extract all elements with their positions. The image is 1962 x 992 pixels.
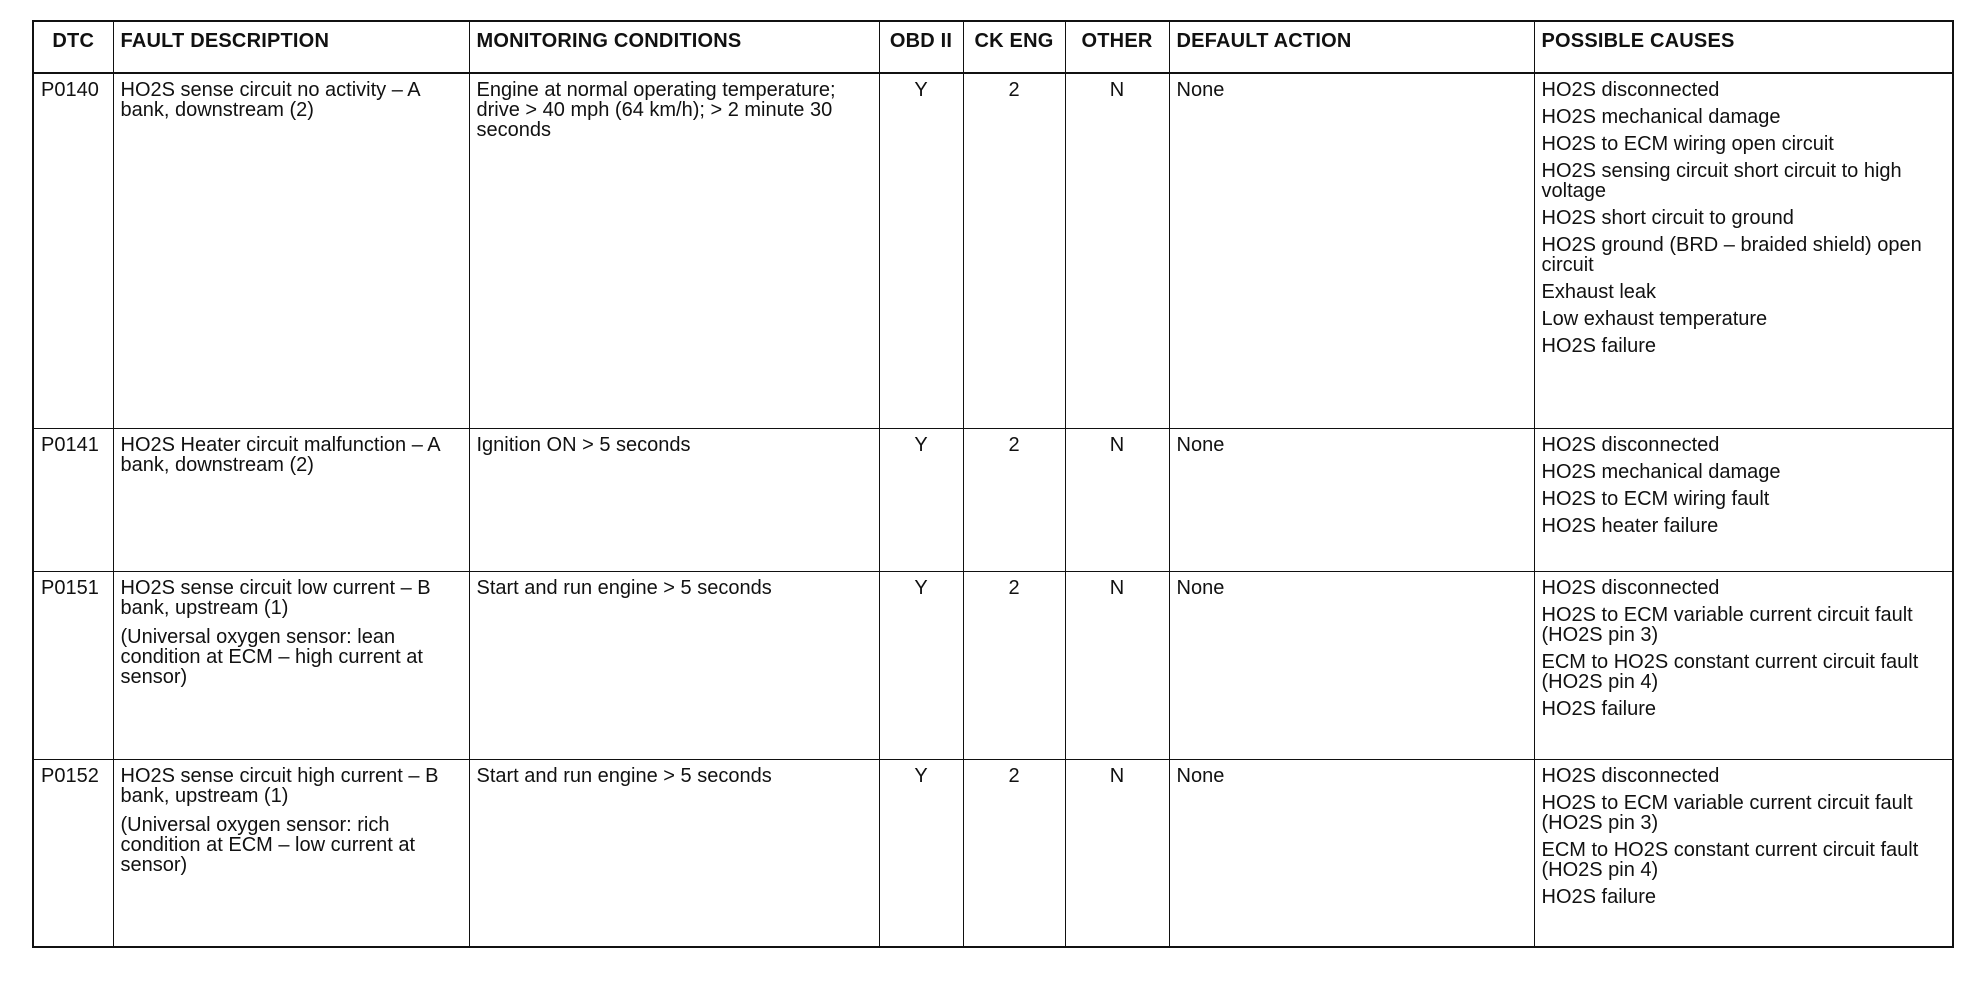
header-dtc: DTC — [33, 21, 113, 73]
cell-dtc-code: P0152 — [33, 759, 113, 947]
possible-cause-item: HO2S failure — [1541, 885, 1656, 908]
table-header — [33, 21, 1953, 73]
cell-other: N — [1065, 428, 1169, 571]
fault-description-text: HO2S sense circuit no activity – A bank, downstream (2) — [120, 79, 420, 121]
cell-ck-eng: 2 — [963, 428, 1065, 571]
header-fault-description: FAULT DESCRIPTION — [113, 21, 469, 73]
possible-cause-item: HO2S failure — [1541, 697, 1656, 720]
cell-default-action: None — [1169, 73, 1534, 428]
possible-cause-item: ECM to HO2S constant current circuit fault (HO2S pin 4) — [1541, 838, 1919, 881]
possible-cause-item: HO2S heater failure — [1541, 514, 1719, 537]
cell-monitoring-conditions: Ignition ON > 5 seconds — [469, 428, 879, 571]
possible-cause-item: HO2S failure — [1541, 335, 1656, 357]
cell-monitoring-conditions: Engine at normal operating temperature; drive > 40 mph (64 km/h); > 2 minute 30 seconds — [469, 73, 879, 428]
fault-description-text: HO2S Heater circuit malfunction – A bank, downstream (2) — [120, 433, 440, 476]
table-row — [33, 571, 1953, 759]
cell-ck-eng: 2 — [963, 571, 1065, 759]
cell-fault-description — [113, 428, 469, 571]
cell-default-action: None — [1169, 759, 1534, 947]
cell-other: N — [1065, 571, 1169, 759]
possible-cause-item: Exhaust leak — [1541, 281, 1657, 303]
possible-cause-item: HO2S mechanical damage — [1541, 106, 1781, 128]
table-row — [33, 73, 1953, 428]
possible-cause-item: HO2S short circuit to ground — [1541, 207, 1794, 229]
fault-description-text: HO2S sense circuit low current – B bank, upstream (1) — [120, 576, 431, 619]
possible-cause-item: HO2S disconnected — [1541, 79, 1720, 101]
header-ck-eng: CK ENG — [963, 21, 1065, 73]
possible-cause-item: HO2S disconnected — [1541, 433, 1720, 456]
header-obd-ii: OBD II — [879, 21, 963, 73]
cell-monitoring-conditions: Start and run engine > 5 seconds — [469, 571, 879, 759]
cell-obd-ii: Y — [879, 73, 963, 428]
cell-other: N — [1065, 759, 1169, 947]
possible-cause-item: HO2S to ECM variable current circuit fault (HO2S pin 3) — [1541, 791, 1913, 834]
header-row — [33, 21, 1953, 73]
possible-cause-item: HO2S to ECM wiring fault — [1541, 487, 1770, 510]
fault-description-text: (Universal oxygen sensor: lean condition at ECM – high current at sensor) — [120, 625, 423, 688]
cell-fault-description — [113, 759, 469, 947]
cell-ck-eng: 2 — [963, 73, 1065, 428]
header-monitoring-conditions: MONITORING CONDITIONS — [469, 21, 879, 73]
possible-cause-item: HO2S disconnected — [1541, 576, 1720, 599]
header-default-action: DEFAULT ACTION — [1169, 21, 1534, 73]
possible-cause-item: HO2S sensing circuit short circuit to high voltage — [1541, 160, 1902, 202]
possible-cause-item: HO2S to ECM wiring open circuit — [1541, 133, 1834, 155]
table-body — [33, 73, 1953, 947]
header-possible-causes: POSSIBLE CAUSES — [1534, 21, 1953, 73]
fault-description-text: (Universal oxygen sensor: rich condition at ECM – low current at sensor) — [120, 813, 416, 876]
header-other: OTHER — [1065, 21, 1169, 73]
possible-cause-item: HO2S disconnected — [1541, 764, 1720, 787]
cell-ck-eng: 2 — [963, 759, 1065, 947]
cell-dtc-code: P0141 — [33, 428, 113, 571]
fault-description-text: HO2S sense circuit high current – B bank, upstream (1) — [120, 764, 439, 807]
cell-possible-causes — [1534, 428, 1953, 571]
cell-other: N — [1065, 73, 1169, 428]
cell-dtc-code: P0151 — [33, 571, 113, 759]
cell-default-action: None — [1169, 571, 1534, 759]
possible-cause-item: ECM to HO2S constant current circuit fault (HO2S pin 4) — [1541, 650, 1919, 693]
cell-possible-causes — [1534, 571, 1953, 759]
cell-possible-causes — [1534, 759, 1953, 947]
possible-cause-item: Low exhaust temperature — [1541, 308, 1768, 330]
cell-monitoring-conditions: Start and run engine > 5 seconds — [469, 759, 879, 947]
possible-cause-item: HO2S mechanical damage — [1541, 460, 1781, 483]
table-row — [33, 428, 1953, 571]
possible-cause-item: HO2S ground (BRD – braided shield) open circuit — [1541, 234, 1922, 276]
cell-dtc-code: P0140 — [33, 73, 113, 428]
cell-obd-ii: Y — [879, 428, 963, 571]
possible-cause-item: HO2S to ECM variable current circuit fault (HO2S pin 3) — [1541, 603, 1913, 646]
cell-obd-ii: Y — [879, 571, 963, 759]
cell-obd-ii: Y — [879, 759, 963, 947]
dtc-fault-table — [32, 20, 1954, 948]
cell-default-action: None — [1169, 428, 1534, 571]
cell-possible-causes — [1534, 73, 1953, 428]
cell-fault-description — [113, 571, 469, 759]
table-row — [33, 759, 1953, 947]
cell-fault-description — [113, 73, 469, 428]
